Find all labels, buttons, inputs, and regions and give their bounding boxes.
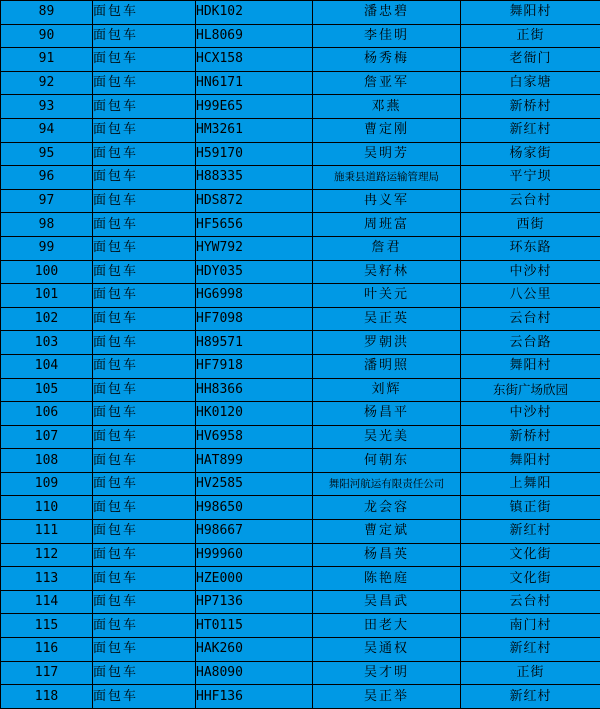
location-cell: 舞阳村 <box>461 449 600 473</box>
location-cell: 杨家街 <box>461 142 600 166</box>
vehicle-type-cell: 面包车 <box>93 1 196 25</box>
location-cell: 云台村 <box>461 307 600 331</box>
vehicle-type-cell: 面包车 <box>93 685 196 709</box>
row-number-cell: 90 <box>1 24 93 48</box>
vehicle-type-cell: 面包车 <box>93 307 196 331</box>
plate-number-cell: HHF136 <box>196 685 313 709</box>
owner-cell: 潘忠碧 <box>313 1 461 25</box>
vehicle-type-cell: 面包车 <box>93 449 196 473</box>
table-row <box>1 284 600 308</box>
plate-number-cell: HV2585 <box>196 472 313 496</box>
owner-cell: 吴昌武 <box>313 590 461 614</box>
location-cell: 云台村 <box>461 189 600 213</box>
vehicle-type-cell: 面包车 <box>93 213 196 237</box>
vehicle-type-cell: 面包车 <box>93 118 196 142</box>
row-number-cell: 116 <box>1 638 93 662</box>
location-cell: 新桥村 <box>461 95 600 119</box>
table-row <box>1 354 600 378</box>
table-row <box>1 307 600 331</box>
row-number-cell: 112 <box>1 543 93 567</box>
vehicle-type-cell: 面包车 <box>93 543 196 567</box>
row-number-cell: 109 <box>1 472 93 496</box>
vehicle-type-cell: 面包车 <box>93 354 196 378</box>
plate-number-cell: H99960 <box>196 543 313 567</box>
row-number-cell: 105 <box>1 378 93 402</box>
vehicle-type-cell: 面包车 <box>93 567 196 591</box>
table-row <box>1 685 600 709</box>
location-cell: 舞阳村 <box>461 1 600 25</box>
plate-number-cell: HAT899 <box>196 449 313 473</box>
location-cell: 正街 <box>461 661 600 685</box>
row-number-cell: 100 <box>1 260 93 284</box>
plate-number-cell: HN6171 <box>196 71 313 95</box>
plate-number-cell: HCX158 <box>196 48 313 72</box>
location-cell: 新红村 <box>461 638 600 662</box>
vehicle-type-cell: 面包车 <box>93 189 196 213</box>
location-cell: 正街 <box>461 24 600 48</box>
owner-cell: 叶关元 <box>313 284 461 308</box>
row-number-cell: 117 <box>1 661 93 685</box>
row-number-cell: 103 <box>1 331 93 355</box>
vehicle-type-cell: 面包车 <box>93 260 196 284</box>
owner-cell: 罗朝洪 <box>313 331 461 355</box>
table-row <box>1 378 600 402</box>
row-number-cell: 97 <box>1 189 93 213</box>
plate-number-cell: HM3261 <box>196 118 313 142</box>
location-cell: 上舞阳 <box>461 472 600 496</box>
owner-cell: 杨昌英 <box>313 543 461 567</box>
table-row <box>1 425 600 449</box>
owner-cell: 潘明照 <box>313 354 461 378</box>
row-number-cell: 114 <box>1 590 93 614</box>
owner-cell: 吴才明 <box>313 661 461 685</box>
location-cell: 新桥村 <box>461 425 600 449</box>
location-cell: 老衙门 <box>461 48 600 72</box>
plate-number-cell: H89571 <box>196 331 313 355</box>
location-cell: 环东路 <box>461 236 600 260</box>
table-row <box>1 638 600 662</box>
vehicle-type-cell: 面包车 <box>93 661 196 685</box>
plate-number-cell: H98650 <box>196 496 313 520</box>
owner-cell: 吴籽林 <box>313 260 461 284</box>
owner-cell: 吴正举 <box>313 685 461 709</box>
vehicle-type-cell: 面包车 <box>93 284 196 308</box>
vehicle-type-cell: 面包车 <box>93 520 196 544</box>
owner-cell: 吴通权 <box>313 638 461 662</box>
owner-cell: 何朝东 <box>313 449 461 473</box>
plate-number-cell: HA8090 <box>196 661 313 685</box>
plate-number-cell: HF7918 <box>196 354 313 378</box>
row-number-cell: 96 <box>1 166 93 190</box>
table-row <box>1 142 600 166</box>
plate-number-cell: HV6958 <box>196 425 313 449</box>
table-row <box>1 331 600 355</box>
location-cell: 云台路 <box>461 331 600 355</box>
table-row <box>1 24 600 48</box>
table-row <box>1 166 600 190</box>
vehicle-type-cell: 面包车 <box>93 142 196 166</box>
plate-number-cell: HH8366 <box>196 378 313 402</box>
plate-number-cell: H59170 <box>196 142 313 166</box>
vehicle-type-cell: 面包车 <box>93 24 196 48</box>
table-row <box>1 520 600 544</box>
row-number-cell: 98 <box>1 213 93 237</box>
table-row <box>1 71 600 95</box>
location-cell: 新红村 <box>461 118 600 142</box>
owner-cell: 吴光美 <box>313 425 461 449</box>
row-number-cell: 115 <box>1 614 93 638</box>
owner-cell: 杨秀梅 <box>313 48 461 72</box>
owner-cell: 冉义军 <box>313 189 461 213</box>
vehicle-type-cell: 面包车 <box>93 331 196 355</box>
location-cell: 中沙村 <box>461 402 600 426</box>
row-number-cell: 113 <box>1 567 93 591</box>
vehicle-type-cell: 面包车 <box>93 496 196 520</box>
table-row <box>1 260 600 284</box>
table-row <box>1 118 600 142</box>
location-cell: 平宁坝 <box>461 166 600 190</box>
vehicle-type-cell: 面包车 <box>93 95 196 119</box>
plate-number-cell: HAK260 <box>196 638 313 662</box>
location-cell: 新红村 <box>461 520 600 544</box>
plate-number-cell: HZE000 <box>196 567 313 591</box>
owner-cell: 刘辉 <box>313 378 461 402</box>
location-cell: 白家塘 <box>461 71 600 95</box>
owner-cell: 邓燕 <box>313 95 461 119</box>
row-number-cell: 95 <box>1 142 93 166</box>
location-cell: 中沙村 <box>461 260 600 284</box>
row-number-cell: 104 <box>1 354 93 378</box>
location-cell: 文化街 <box>461 567 600 591</box>
table-row <box>1 48 600 72</box>
location-cell: 镇正街 <box>461 496 600 520</box>
table-row <box>1 472 600 496</box>
table-row <box>1 496 600 520</box>
vehicle-type-cell: 面包车 <box>93 378 196 402</box>
row-number-cell: 102 <box>1 307 93 331</box>
location-cell: 新红村 <box>461 685 600 709</box>
vehicle-type-cell: 面包车 <box>93 472 196 496</box>
vehicle-type-cell: 面包车 <box>93 402 196 426</box>
owner-cell: 李佳明 <box>313 24 461 48</box>
owner-cell: 詹君 <box>313 236 461 260</box>
plate-number-cell: HG6998 <box>196 284 313 308</box>
owner-cell: 田老大 <box>313 614 461 638</box>
table-row <box>1 590 600 614</box>
owner-cell: 龙会容 <box>313 496 461 520</box>
owner-cell: 施秉县道路运输管理局 <box>313 166 461 190</box>
table-row <box>1 614 600 638</box>
row-number-cell: 92 <box>1 71 93 95</box>
table-row <box>1 661 600 685</box>
plate-number-cell: HDK102 <box>196 1 313 25</box>
table-row <box>1 543 600 567</box>
table-row <box>1 95 600 119</box>
plate-number-cell: HL8069 <box>196 24 313 48</box>
table-row <box>1 213 600 237</box>
vehicle-type-cell: 面包车 <box>93 48 196 72</box>
row-number-cell: 110 <box>1 496 93 520</box>
table-row <box>1 236 600 260</box>
vehicle-type-cell: 面包车 <box>93 614 196 638</box>
location-cell: 南门村 <box>461 614 600 638</box>
owner-cell: 吴明芳 <box>313 142 461 166</box>
table-row <box>1 567 600 591</box>
row-number-cell: 89 <box>1 1 93 25</box>
vehicle-type-cell: 面包车 <box>93 590 196 614</box>
plate-number-cell: HDY035 <box>196 260 313 284</box>
location-cell: 舞阳村 <box>461 354 600 378</box>
table-row <box>1 449 600 473</box>
owner-cell: 舞阳河航运有限责任公司 <box>313 472 461 496</box>
row-number-cell: 94 <box>1 118 93 142</box>
plate-number-cell: HF5656 <box>196 213 313 237</box>
vehicle-type-cell: 面包车 <box>93 71 196 95</box>
plate-number-cell: H98667 <box>196 520 313 544</box>
location-cell: 文化街 <box>461 543 600 567</box>
row-number-cell: 106 <box>1 402 93 426</box>
table-row <box>1 402 600 426</box>
vehicle-type-cell: 面包车 <box>93 425 196 449</box>
location-cell: 八公里 <box>461 284 600 308</box>
owner-cell: 周班富 <box>313 213 461 237</box>
row-number-cell: 108 <box>1 449 93 473</box>
plate-number-cell: HYW792 <box>196 236 313 260</box>
vehicle-registry-body <box>1 1 600 709</box>
owner-cell: 詹亚军 <box>313 71 461 95</box>
owner-cell: 陈艳庭 <box>313 567 461 591</box>
row-number-cell: 93 <box>1 95 93 119</box>
owner-cell: 曹定刚 <box>313 118 461 142</box>
row-number-cell: 101 <box>1 284 93 308</box>
vehicle-type-cell: 面包车 <box>93 236 196 260</box>
plate-number-cell: HF7098 <box>196 307 313 331</box>
vehicle-type-cell: 面包车 <box>93 638 196 662</box>
location-cell: 东街广场欣园 <box>461 378 600 402</box>
owner-cell: 杨昌平 <box>313 402 461 426</box>
table-row <box>1 1 600 25</box>
owner-cell: 曹定斌 <box>313 520 461 544</box>
row-number-cell: 107 <box>1 425 93 449</box>
owner-cell: 吴正英 <box>313 307 461 331</box>
row-number-cell: 118 <box>1 685 93 709</box>
plate-number-cell: H99E65 <box>196 95 313 119</box>
table-row <box>1 189 600 213</box>
vehicle-type-cell: 面包车 <box>93 166 196 190</box>
plate-number-cell: HP7136 <box>196 590 313 614</box>
location-cell: 云台村 <box>461 590 600 614</box>
row-number-cell: 99 <box>1 236 93 260</box>
plate-number-cell: HDS872 <box>196 189 313 213</box>
plate-number-cell: H88335 <box>196 166 313 190</box>
row-number-cell: 111 <box>1 520 93 544</box>
row-number-cell: 91 <box>1 48 93 72</box>
plate-number-cell: HK0120 <box>196 402 313 426</box>
location-cell: 西街 <box>461 213 600 237</box>
plate-number-cell: HT0115 <box>196 614 313 638</box>
